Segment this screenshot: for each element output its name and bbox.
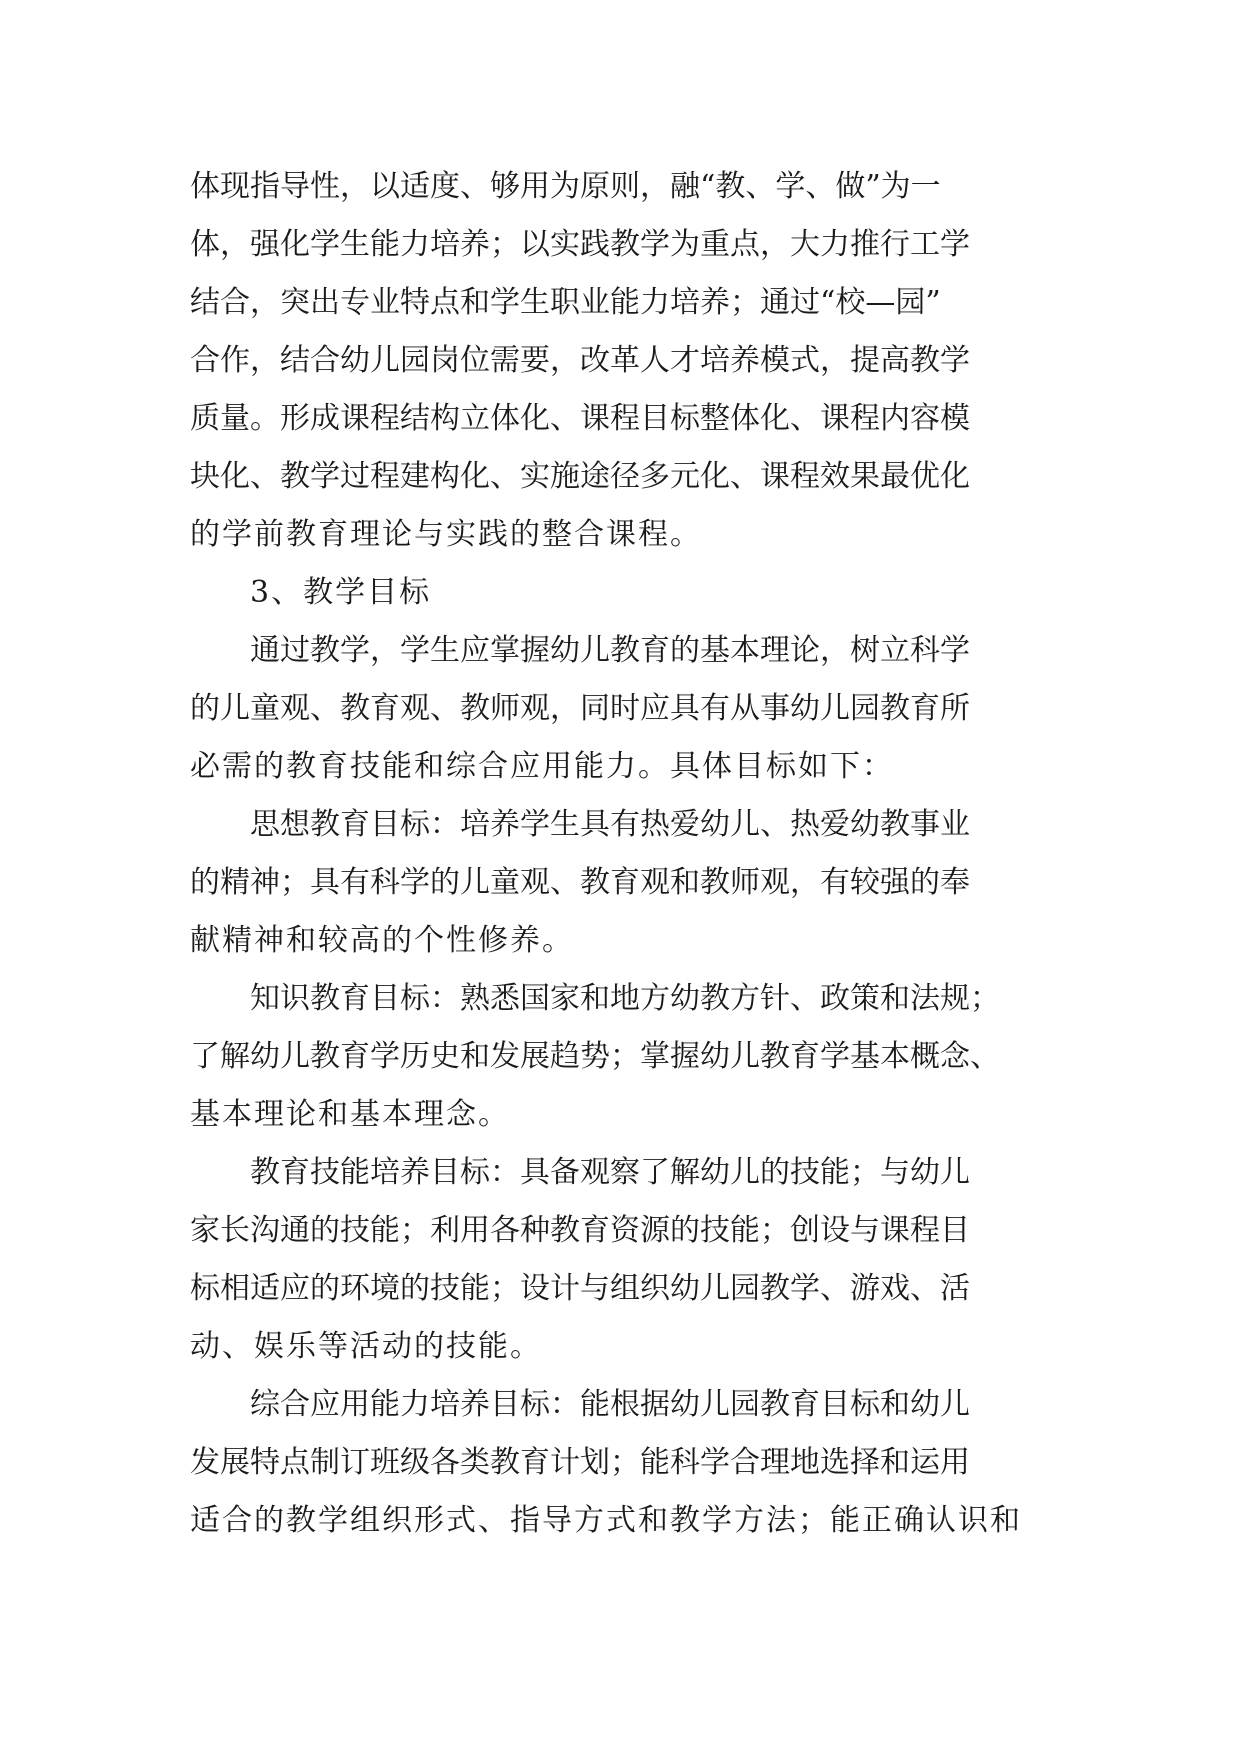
text-line: 的儿童观、教育观、教师观，同时应具有从事幼儿园教育所: [190, 691, 970, 726]
paragraph: [190, 564, 1052, 622]
text-line: 思想教育目标：培养学生具有热爱幼儿、热爱幼教事业: [250, 807, 970, 842]
text-line: 适合的教学组织形式、指导方式和教学方法；能正确认识和: [190, 1503, 1022, 1538]
text-line: 合作，结合幼儿园岗位需要，改革人才培养模式，提高教学: [190, 343, 970, 378]
text-line: 教育技能培养目标：具备观察了解幼儿的技能；与幼儿: [250, 1155, 970, 1190]
paragraph: [190, 158, 1052, 564]
paragraph: [190, 1144, 1052, 1376]
text-line: 献精神和较高的个性修养。: [190, 923, 574, 958]
text-line: 知识教育目标：熟悉国家和地方幼教方针、政策和法规；: [250, 981, 1000, 1016]
text-line: 质量。形成课程结构立体化、课程目标整体化、课程内容模: [190, 401, 970, 436]
text-line: 基本理论和基本理念。: [190, 1097, 510, 1132]
text-line: 综合应用能力培养目标：能根据幼儿园教育目标和幼儿: [250, 1387, 970, 1422]
text-line: 家长沟通的技能；利用各种教育资源的技能；创设与课程目: [190, 1213, 970, 1248]
text-line: 体，强化学生能力培养；以实践教学为重点，大力推行工学: [190, 227, 970, 262]
text-line: 必需的教育技能和综合应用能力。具体目标如下：: [190, 749, 894, 784]
text-line: 块化、教学过程建构化、实施途径多元化、课程效果最优化: [190, 459, 970, 494]
text-line: 3、教学目标: [250, 575, 432, 610]
paragraph: [190, 1376, 1052, 1550]
paragraph: [190, 622, 1052, 796]
text-line: 了解幼儿教育学历史和发展趋势；掌握幼儿教育学基本概念、: [190, 1039, 1000, 1074]
text-line: 的精神；具有科学的儿童观、教育观和教师观，有较强的奉: [190, 865, 970, 900]
text-line: 动、娱乐等活动的技能。: [190, 1329, 542, 1364]
document-body: [190, 158, 1052, 1550]
text-line: 体现指导性，以适度、够用为原则，融“教、学、做”为一: [190, 169, 941, 204]
text-line: 通过教学，学生应掌握幼儿教育的基本理论，树立科学: [250, 633, 970, 668]
text-line: 发展特点制订班级各类教育计划；能科学合理地选择和运用: [190, 1445, 970, 1480]
paragraph: [190, 796, 1052, 970]
text-line: 的学前教育理论与实践的整合课程。: [190, 517, 702, 552]
paragraph: [190, 970, 1052, 1144]
text-line: 标相适应的环境的技能；设计与组织幼儿园教学、游戏、活: [190, 1271, 970, 1306]
text-line: 结合，突出专业特点和学生职业能力培养；通过“校—园”: [190, 285, 941, 320]
